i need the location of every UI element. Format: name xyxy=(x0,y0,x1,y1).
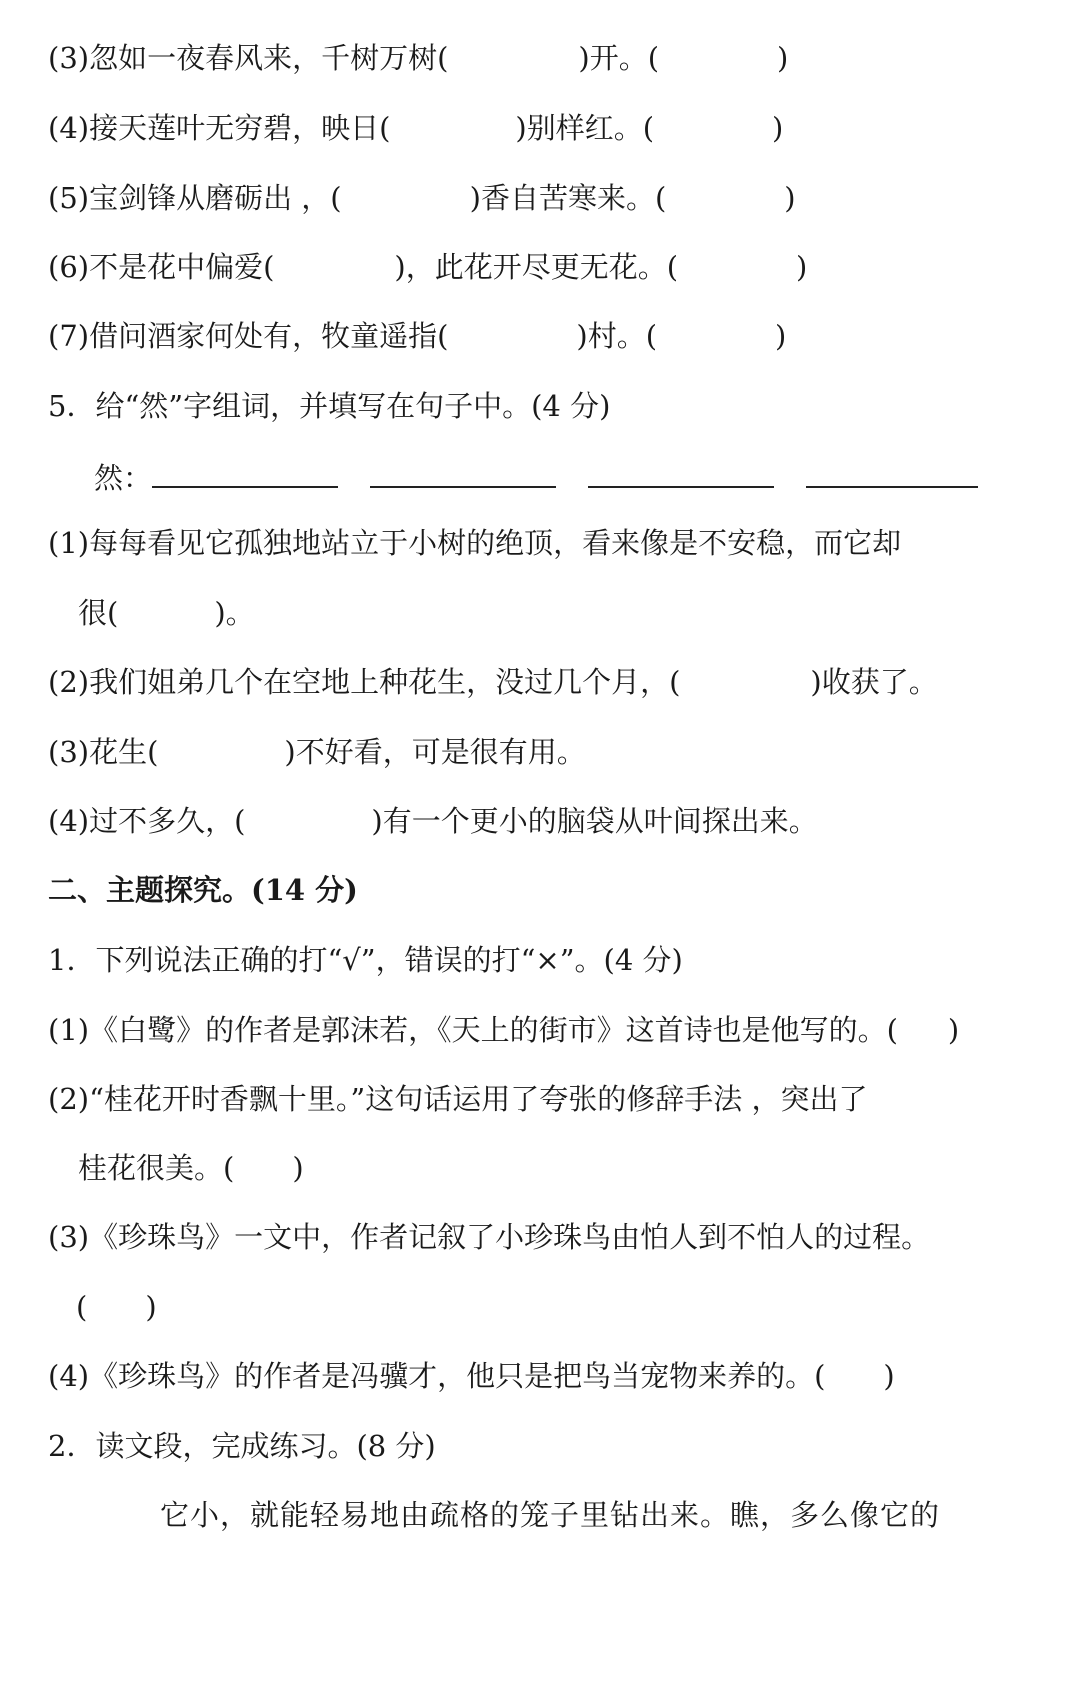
q5-sentence-1-line-1: (1)每每看见它孤独地站立于小树的绝顶，看来像是不安稳，而它却 xyxy=(48,526,902,560)
section-2-title: 二、主题探究。(14 分) xyxy=(48,873,358,907)
item-text: (4)《珍珠鸟》的作者是冯骥才，他只是把鸟当宠物来养的。( xyxy=(48,1359,826,1393)
question-2-title: 2．读文段，完成练习。(8 分) xyxy=(48,1429,436,1463)
word-blank-3[interactable] xyxy=(588,456,774,488)
question-5-title: 5．给“然”字组词，并填写在句子中。(4 分) xyxy=(48,389,611,423)
word-blank-1[interactable] xyxy=(152,456,338,488)
true-false-item-1 xyxy=(48,1010,959,1050)
poem-blank-item-5 xyxy=(48,178,796,218)
true-false-item-3-line-2 xyxy=(76,1287,157,1327)
item-text: (3)忽如一夜春风来，千树万树( xyxy=(48,41,449,75)
poem-blank-item-7 xyxy=(48,316,786,356)
item-text: 桂花很美。( xyxy=(78,1151,235,1185)
item-text: ) xyxy=(145,1290,157,1324)
word-blank-4[interactable] xyxy=(806,456,978,488)
poem-blank-item-3 xyxy=(48,38,788,78)
item-text: )村。( xyxy=(576,319,658,353)
word-blank-2[interactable] xyxy=(370,456,556,488)
item-text: ) xyxy=(772,111,784,145)
ran-word-row xyxy=(94,456,978,498)
item-text: ) xyxy=(883,1359,895,1393)
item-text: ) xyxy=(947,1013,960,1047)
item-text: (7)借问酒家何处有，牧童遥指( xyxy=(48,319,449,353)
item-text: ) xyxy=(775,319,787,353)
ran-label: 然： xyxy=(94,461,153,495)
question-1-title: 1．下列说法正确的打“√”，错误的打“×”。(4 分) xyxy=(48,943,683,977)
q5-sentence-4 xyxy=(48,801,818,841)
sentence-text: (4)过不多久，( xyxy=(48,804,246,838)
item-text: ) xyxy=(292,1151,304,1185)
reading-passage: 它小，就能轻易地由疏格的笼子里钻出来。瞧，多么像它的 xyxy=(160,1498,941,1532)
poem-blank-item-6 xyxy=(48,247,807,287)
item-text: ) xyxy=(777,41,789,75)
q5-sentence-2 xyxy=(48,662,938,702)
item-text: (4)接天莲叶无穷碧，映日( xyxy=(48,111,391,145)
sentence-text: )有一个更小的脑袋从叶间探出来。 xyxy=(371,804,818,838)
item-text: (6)不是花中偏爱( xyxy=(48,250,275,284)
item-text: )，此花开尽更无花。( xyxy=(394,250,679,284)
item-text: (1)《白鹭》的作者是郭沫若，《天上的街市》这首诗也是他写的。( xyxy=(48,1013,898,1047)
true-false-item-2-line-1: (2)“桂花开时香飘十里。”这句话运用了夸张的修辞手法 ，突出了 xyxy=(48,1082,868,1116)
poem-blank-item-4 xyxy=(48,108,783,148)
sentence-text: 很( xyxy=(78,596,119,630)
item-text: ) xyxy=(796,250,808,284)
item-text: ) xyxy=(784,181,796,215)
true-false-item-3-line-1: (3)《珍珠鸟》一文中，作者记叙了小珍珠鸟由怕人到不怕人的过程。 xyxy=(48,1220,931,1254)
sentence-text: (2)我们姐弟几个在空地上种花生，没过几个月，( xyxy=(48,665,681,699)
q5-sentence-1-line-2 xyxy=(78,593,255,633)
true-false-item-2-line-2 xyxy=(78,1148,304,1188)
item-text: (5)宝剑锋从磨砺出 ，( xyxy=(48,181,342,215)
sentence-text: )。 xyxy=(214,596,255,630)
q5-sentence-3 xyxy=(48,732,586,772)
item-text: )开。( xyxy=(578,41,660,75)
item-text: )香自苦寒来。( xyxy=(469,181,667,215)
item-text: )别样红。( xyxy=(515,111,655,145)
sentence-text: (3)花生( xyxy=(48,735,159,769)
true-false-item-4 xyxy=(48,1356,895,1396)
sentence-text: )不好看，可是很有用。 xyxy=(284,735,586,769)
sentence-text: )收获了。 xyxy=(810,665,938,699)
item-text: ( xyxy=(76,1290,88,1324)
